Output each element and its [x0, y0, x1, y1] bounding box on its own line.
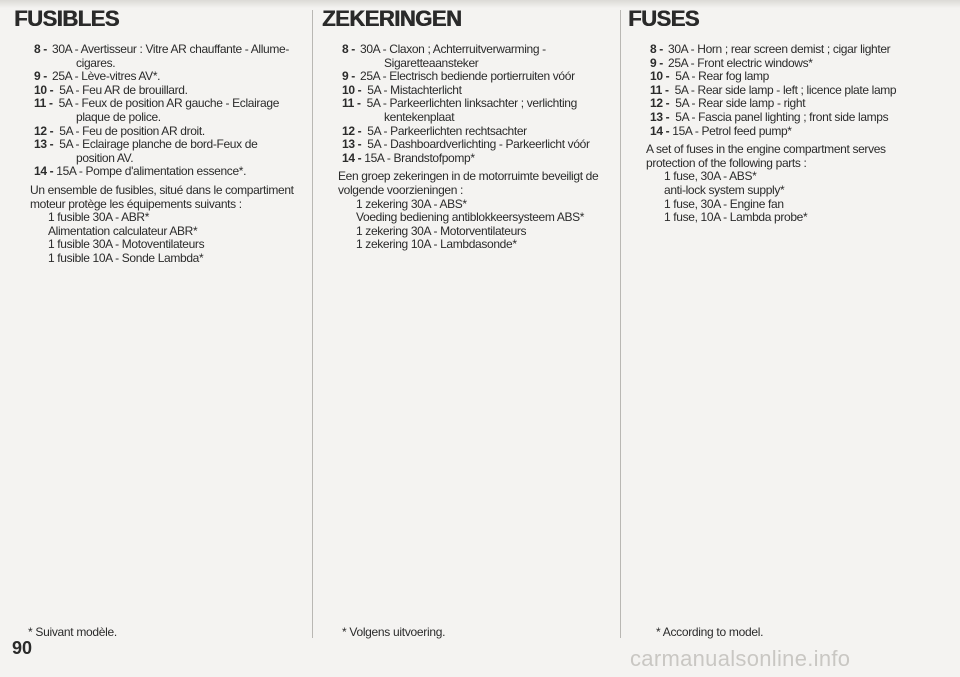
fuse-line — [342, 152, 612, 166]
fuse-description: 5A - Feu de position AR droit. — [56, 123, 205, 138]
fuse-line — [650, 125, 928, 139]
fuse-line — [34, 97, 304, 111]
fuse-description: kentekenplaat — [384, 109, 455, 124]
fuse-line — [650, 111, 928, 125]
fuse-line — [342, 70, 612, 84]
fuse-description: 25A - Front electric windows* — [668, 55, 813, 70]
engine-fuse-item: 1 zekering 30A - ABS* — [356, 196, 467, 211]
engine-fuse-sublist — [34, 211, 304, 265]
fuse-description: 5A - Mistachterlicht — [364, 82, 462, 97]
engine-fuse-item: 1 fuse, 30A - Engine fan — [664, 196, 784, 211]
fuse-description: 5A - Rear side lamp - left ; licence plate lamp — [671, 82, 897, 97]
fuse-list-english — [646, 42, 928, 225]
fuse-line — [650, 97, 928, 111]
fuse-description: 30A - Claxon ; Achterruitverwarming - — [360, 42, 546, 56]
fuse-description: 15A - Pompe d'alimentation essence*. — [56, 164, 247, 179]
fuse-line — [34, 43, 304, 57]
fuse-description: position AV. — [76, 150, 134, 165]
heading-fusibles: FUSIBLES — [14, 6, 119, 31]
fuse-line — [342, 43, 612, 57]
fuse-line — [342, 57, 612, 71]
engine-fuse-item: 1 fuse, 10A - Lambda probe* — [664, 210, 808, 225]
fuse-number: 13 - — [650, 109, 673, 124]
fuse-number: 10 - — [650, 69, 673, 84]
fuse-description: 5A - Parkeerlichten linksachter ; verlichting — [363, 96, 577, 111]
footnote: * Suivant modèle. — [28, 625, 117, 639]
fuse-line — [342, 111, 612, 125]
fuse-line — [342, 125, 612, 139]
fuse-description: 30A - Horn ; rear screen demist ; cigar lighter — [668, 42, 891, 56]
fuse-description: 15A - Brandstofpomp* — [364, 150, 475, 165]
fuse-description: 5A - Eclairage planche de bord-Feux de — [56, 137, 258, 152]
fuse-line — [34, 125, 304, 139]
engine-fuse-item: 1 fuse, 30A - ABS* — [664, 169, 757, 184]
fuse-description: 5A - Rear side lamp - right — [672, 96, 806, 111]
fuse-description: 30A - Avertisseur : Vitre AR chauffante - Allume- — [52, 42, 289, 56]
fuse-lines — [650, 43, 928, 138]
fuse-number: 11 - — [34, 96, 56, 111]
engine-fuse-item: 1 fusible 10A - Sonde Lambda* — [48, 250, 204, 265]
fuse-line — [34, 84, 304, 98]
fuse-number: 14 - — [650, 123, 673, 138]
fuse-number: 10 - — [342, 82, 365, 97]
fuse-line — [34, 138, 304, 152]
fuse-line — [34, 111, 304, 125]
column-english — [628, 0, 928, 677]
fuse-number: 12 - — [34, 123, 57, 138]
fuse-line — [342, 138, 612, 152]
fuse-number: 14 - — [34, 164, 57, 179]
fuse-number: 8 - — [34, 42, 50, 56]
engine-fuse-sublist — [342, 198, 612, 252]
fuse-line — [650, 57, 928, 71]
fuse-list-dutch — [338, 42, 612, 252]
footnote: * According to model. — [656, 625, 764, 639]
engine-fuse-item: Voeding bediening antiblokkeersysteem ABS* — [356, 210, 585, 225]
fuse-description: 25A - Lève-vitres AV*. — [52, 69, 161, 84]
engine-fuse-item: 1 zekering 10A - Lambdasonde* — [356, 237, 517, 252]
column-french — [14, 0, 304, 677]
fuse-lines — [342, 43, 612, 165]
engine-fuse-item: anti-lock system supply* — [664, 182, 785, 197]
fuse-number: 9 - — [342, 69, 358, 84]
fuse-description: 5A - Fascia panel lighting ; front side lamps — [672, 109, 889, 124]
fuse-line — [650, 84, 928, 98]
fuse-number: 10 - — [34, 82, 57, 97]
fuse-number: 8 - — [342, 42, 358, 56]
engine-fuse-item: Alimentation calculateur ABR* — [48, 223, 198, 238]
fuse-number: 14 - — [342, 150, 365, 165]
fuse-line — [650, 70, 928, 84]
fuse-number: 12 - — [650, 96, 673, 111]
watermark-text: carmanualsonline.info — [630, 646, 851, 671]
engine-fuses-paragraph: Un ensemble de fusibles, situé dans le compartiment moteur protège les équipements suivants : — [30, 182, 294, 211]
fuse-line — [342, 84, 612, 98]
engine-fuses-paragraph: A set of fuses in the engine compartment serves protection of the following parts : — [646, 142, 886, 170]
fuse-line — [34, 152, 304, 166]
engine-fuse-sublist — [650, 170, 928, 224]
fuse-number: 9 - — [650, 55, 666, 70]
page-number: 90 — [12, 638, 33, 658]
heading-fuses: FUSES — [628, 6, 699, 31]
fuse-number: 11 - — [650, 82, 672, 97]
engine-fuse-item: 1 fusible 30A - ABR* — [48, 210, 150, 225]
fuse-line — [650, 43, 928, 57]
fuse-number: 8 - — [650, 42, 666, 56]
fuse-description: Sigaretteaansteker — [384, 55, 479, 70]
fuse-line — [34, 57, 304, 71]
fuse-line — [34, 70, 304, 84]
fuse-line — [34, 165, 304, 179]
engine-fuses-paragraph: Een groep zekeringen in de motorruimte beveiligt de volgende voorzieningen : — [338, 169, 599, 197]
engine-fuse-item: 1 fusible 30A - Motoventilateurs — [48, 237, 205, 252]
footnote: * Volgens uitvoering. — [342, 625, 446, 639]
fuse-number: 11 - — [342, 96, 364, 111]
fuse-list-french — [30, 42, 304, 266]
engine-fuse-item: 1 zekering 30A - Motorventilateurs — [356, 223, 527, 238]
fuse-number: 13 - — [342, 137, 365, 152]
fuse-number: 12 - — [342, 123, 365, 138]
column-dutch — [322, 0, 612, 677]
fuse-number: 13 - — [34, 137, 57, 152]
fuse-description: 5A - Rear fog lamp — [672, 69, 769, 84]
fuse-description: 5A - Feux de position AR gauche - Eclairage — [55, 96, 280, 111]
fuse-description: plaque de police. — [76, 109, 161, 124]
fuse-description: 5A - Parkeerlichten rechtsachter — [364, 123, 527, 138]
fuse-description: 15A - Petrol feed pump* — [672, 123, 792, 138]
fuse-description: 25A - Electrisch bediende portierruiten vóór — [360, 69, 575, 84]
fuse-number: 9 - — [34, 69, 50, 84]
column-divider — [620, 10, 621, 638]
fuse-description: 5A - Dashboardverlichting - Parkeerlicht vóór — [364, 137, 590, 152]
fuse-description: cigares. — [76, 55, 116, 70]
column-divider — [312, 10, 313, 638]
fuse-description: 5A - Feu AR de brouillard. — [56, 82, 188, 97]
fuse-line — [342, 97, 612, 111]
fuse-lines — [34, 43, 304, 179]
heading-zekeringen: ZEKERINGEN — [322, 6, 462, 31]
